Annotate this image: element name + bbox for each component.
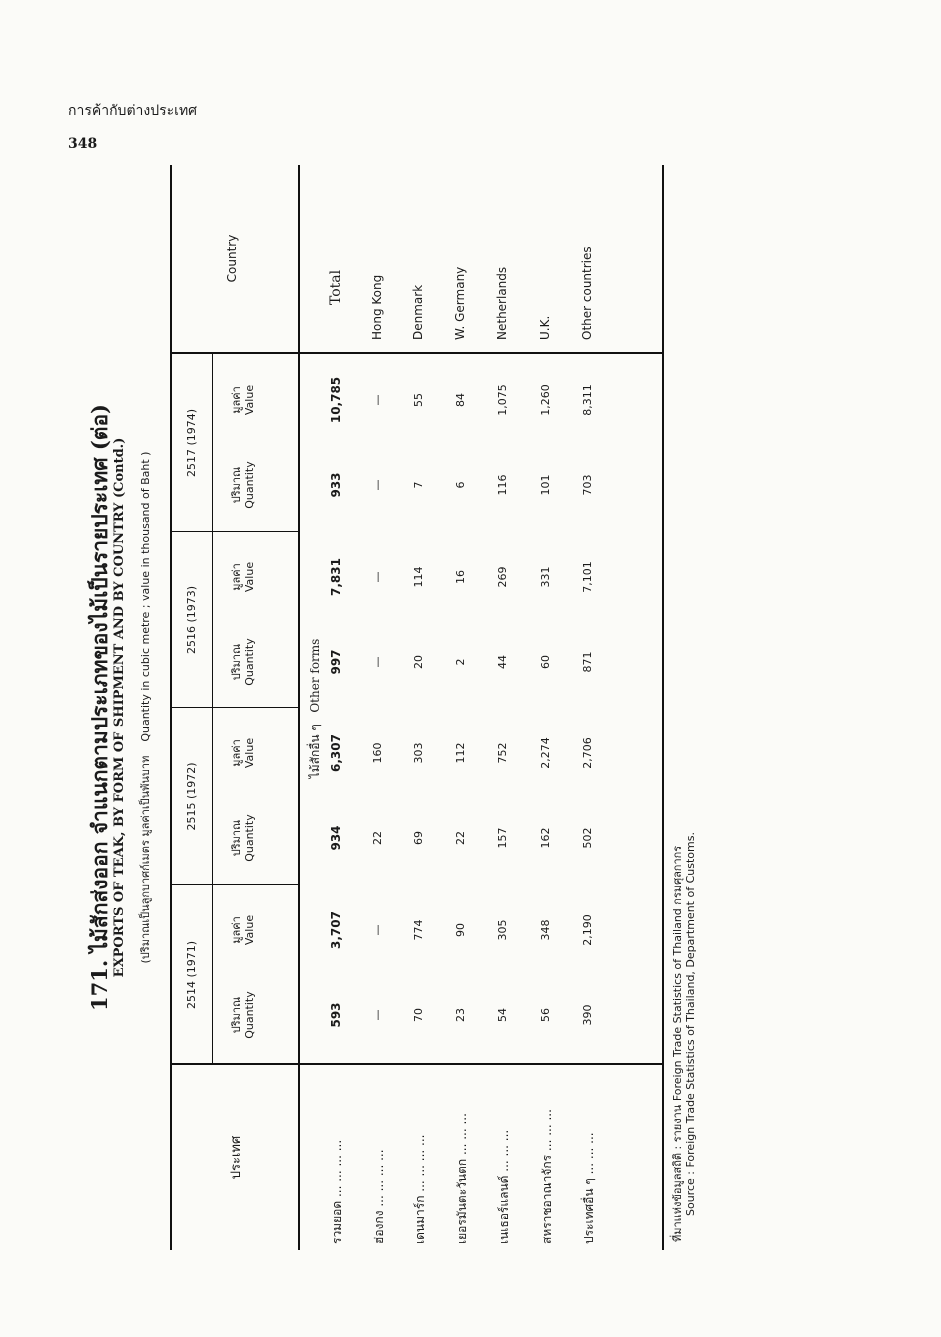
table-cell: 303 xyxy=(412,742,425,764)
row-label-thai: เดนมาร์ก ... ... ... ... xyxy=(413,1134,427,1244)
row-label-thai: สหราชอาณาจักร ... ... ... xyxy=(540,1109,554,1244)
sub-header-quantity: ปริมาณ Quantity xyxy=(230,814,256,862)
table-cell: 1,075 xyxy=(496,384,509,416)
sub-header-value: มูลค่า Value xyxy=(230,737,256,769)
table-cell: 116 xyxy=(496,474,509,496)
section-thai: ไม้สักอื่น ๆ xyxy=(308,724,322,779)
table-cell: 997 xyxy=(329,649,343,675)
table-cell: 8,311 xyxy=(581,384,594,416)
table-cell: 69 xyxy=(412,831,425,845)
units-line xyxy=(136,165,154,1250)
year-header: 2514 (1971) xyxy=(185,940,198,1010)
row-label-thai: รวมยอด ... ... ... ... xyxy=(330,1139,344,1244)
row-label-english: Netherlands xyxy=(495,266,509,340)
row-label-thai: เนเธอร์แลนด์ ... ... ... xyxy=(497,1129,511,1244)
table-cell: — xyxy=(371,1009,384,1021)
rotated-table-page xyxy=(80,165,697,1250)
col-rule-country-right xyxy=(170,352,664,354)
year-underline xyxy=(212,354,213,1065)
table-cell: 114 xyxy=(412,566,425,588)
table-cell: 16 xyxy=(454,570,467,584)
sub-header-quantity: ปริมาณ Quantity xyxy=(230,461,256,509)
table-cell: 269 xyxy=(496,566,509,588)
table-cell: 23 xyxy=(454,1008,467,1022)
table-cell: 162 xyxy=(539,827,552,849)
table-cell: 20 xyxy=(412,655,425,669)
table-cell: 502 xyxy=(581,827,594,849)
units-thai: (ปริมาณเป็นลูกบาศก์เมตร มูลค่าเป็นพันบาท xyxy=(139,755,152,964)
table-cell: 2,190 xyxy=(581,914,594,946)
table-cell: — xyxy=(371,479,384,491)
year-header: 2516 (1973) xyxy=(185,585,198,655)
page-number: 348 xyxy=(68,136,98,152)
title-english: EXPORTS OF TEAK, BY FORM OF SHIPMENT AND BY COUNTRY (Contd.) xyxy=(112,437,127,978)
table-cell: 871 xyxy=(581,651,594,673)
year-header: 2515 (1972) xyxy=(185,762,198,831)
source-thai: ที่มาแห่งข้อมูลสถิติ : รายงาน Foreign Trade Statistics of Thailand กรมศุลกากร xyxy=(671,845,684,1242)
table-cell: 348 xyxy=(539,919,552,941)
table-number: 171. xyxy=(87,959,112,1011)
table-cell: 157 xyxy=(496,827,509,849)
table-cell: 90 xyxy=(454,923,467,937)
table-cell: 3,707 xyxy=(329,911,343,949)
table-cell: 752 xyxy=(496,742,509,764)
table-cell: 934 xyxy=(329,825,343,851)
table-cell: 7 xyxy=(412,481,425,489)
units-english: Quantity in cubic metre ; value in thousand of Baht ) xyxy=(139,451,152,742)
table-cell: 70 xyxy=(412,1008,425,1022)
table-cell: 56 xyxy=(539,1008,552,1022)
country-header-english: Country xyxy=(225,234,239,283)
section-heading xyxy=(306,532,325,885)
row-label-english: Hong Kong xyxy=(370,274,384,340)
row-label-english: Denmark xyxy=(411,284,425,340)
table-cell: 84 xyxy=(454,393,467,407)
sub-header-value: มูลค่า Value xyxy=(230,384,256,416)
table-cell: 2,274 xyxy=(539,737,552,769)
row-label-thai: เยอรมันตะวันตก ... ... ... xyxy=(455,1113,469,1244)
sub-header-value: มูลค่า Value xyxy=(230,914,256,946)
table-cell: 44 xyxy=(496,655,509,669)
row-label-english: Total xyxy=(328,269,344,305)
table-cell: 703 xyxy=(581,474,594,496)
table-cell: 112 xyxy=(454,742,467,764)
table-cell: 160 xyxy=(371,742,384,764)
table-cell: — xyxy=(371,571,384,583)
row-label-english: W. Germany xyxy=(453,266,467,340)
country-header-thai: ประเทศ xyxy=(229,1135,244,1180)
table-cell: — xyxy=(371,656,384,668)
row-label-english: Other countries xyxy=(580,246,594,340)
table-cell: 22 xyxy=(454,831,467,845)
sub-header-value: มูลค่า Value xyxy=(230,561,256,593)
table-cell: 593 xyxy=(329,1002,343,1028)
row-label-english: U.K. xyxy=(538,315,552,340)
table-cell: — xyxy=(371,394,384,406)
table-cell: 101 xyxy=(539,474,552,496)
table-cell: 7,831 xyxy=(329,558,343,596)
running-header: การค้ากับต่างประเทศ xyxy=(68,103,198,119)
table-cell: 6,307 xyxy=(329,734,343,772)
title-thai: ไม้สักส่งออก จำแนกตามประเภทของไม้เป็นรายประเทศ (ต่อ) xyxy=(87,404,112,953)
year-header: 2517 (1974) xyxy=(185,408,198,478)
table-cell: 22 xyxy=(371,831,384,845)
table-cell: 1,260 xyxy=(539,384,552,416)
source-english: Source : Foreign Trade Statistics of Thailand, Department of Customs. xyxy=(684,832,697,1216)
table-cell: 774 xyxy=(412,919,425,941)
table-cell: — xyxy=(371,924,384,936)
table-cell: 390 xyxy=(581,1004,594,1026)
table-cell: 305 xyxy=(496,919,509,941)
table-cell: 60 xyxy=(539,655,552,669)
sub-header-quantity: ปริมาณ Quantity xyxy=(230,638,256,686)
table-cell: 331 xyxy=(539,566,552,588)
row-label-thai: ฮ่องกง ... ... ... ... xyxy=(372,1149,386,1244)
table-cell: 6 xyxy=(454,481,467,489)
sub-header-quantity: ปริมาณ Quantity xyxy=(230,991,256,1039)
table-cell: 933 xyxy=(329,472,343,498)
table-cell: 54 xyxy=(496,1008,509,1022)
table-cell: 2,706 xyxy=(581,737,594,769)
table-cell: 10,785 xyxy=(329,376,343,424)
row-label-thai: ประเทศอื่น ๆ ... ... ... xyxy=(582,1132,596,1244)
table-cell: 2 xyxy=(454,658,467,666)
section-english: Other forms xyxy=(308,638,322,713)
table-cell: 7,101 xyxy=(581,561,594,593)
table-bottom-rule xyxy=(662,165,664,1250)
table-cell: 55 xyxy=(412,393,425,407)
